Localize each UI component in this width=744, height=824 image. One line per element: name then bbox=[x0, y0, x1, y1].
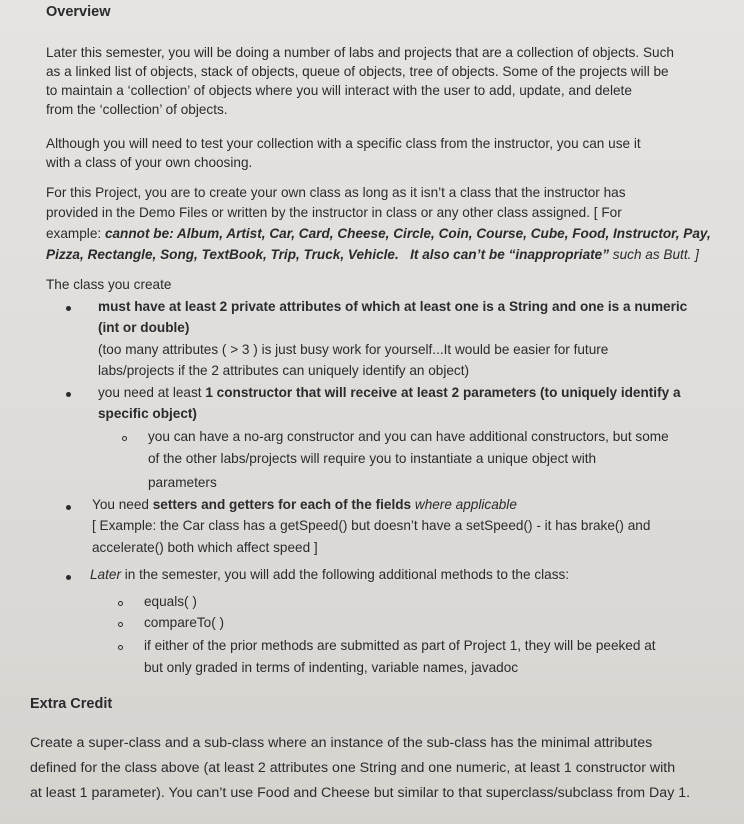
bullet1-line-1: must have at least 2 private attributes of which at least one is a String and one is a numeric bbox=[98, 299, 688, 314]
sub-bullet-circle bbox=[118, 601, 123, 606]
extra-line-1: Create a super-class and a sub-class where an instance of the sub-class has the minimal attributes bbox=[30, 735, 653, 751]
p1-line-3: to maintain a ‘collection’ of objects where you will interact with the user to add, update, and delete bbox=[46, 83, 632, 98]
bullet4-sub-2: compareTo( ) bbox=[144, 615, 225, 630]
bullet4-rest: in the semester, you will add the following additional methods to the class: bbox=[120, 567, 570, 582]
bullet-dot bbox=[66, 505, 71, 510]
bullet1-line-4: labs/projects if the 2 attributes can uniquely identify an object) bbox=[98, 363, 470, 378]
p1-line-4: from the ‘collection’ of objects. bbox=[46, 102, 228, 117]
class-intro: The class you create bbox=[46, 277, 172, 292]
p3-forbidden-classes: cannot be: Album, Artist, Car, Card, Cheese, Circle, Coin, Course, Cube, Food, Instructor, Pay, bbox=[104, 226, 711, 241]
bullet2-line-1 bbox=[98, 384, 681, 402]
overview-heading: Overview bbox=[46, 4, 111, 20]
p3-line-3-prefix: example: bbox=[46, 226, 105, 241]
sub-bullet-circle bbox=[122, 436, 127, 441]
bullet3-line-3: accelerate() both which affect speed ] bbox=[92, 540, 318, 555]
p1-line-1: Later this semester, you will be doing a number of labs and projects that are a collection of objects. Such bbox=[46, 45, 674, 60]
bullet4-sub-3: if either of the prior methods are submitted as part of Project 1, they will be peeked at bbox=[144, 638, 656, 653]
bullet2-sub-line-3: parameters bbox=[148, 475, 217, 490]
bullet3-italic: where applicable bbox=[411, 497, 517, 512]
p3-line-4 bbox=[46, 246, 699, 264]
p3-line-3 bbox=[46, 225, 711, 243]
sub-bullet-circle bbox=[118, 645, 123, 650]
bullet-dot bbox=[66, 306, 71, 311]
bullet4-sub-1: equals( ) bbox=[144, 594, 197, 609]
bullet3-line-1 bbox=[92, 496, 517, 514]
bullet2-sub-line-1: you can have a no-arg constructor and you can have additional constructors, but some bbox=[148, 429, 669, 444]
p2-line-2: with a class of your own choosing. bbox=[46, 155, 253, 170]
bullet-dot bbox=[66, 392, 71, 397]
p3-example: such as Butt. ] bbox=[609, 247, 699, 262]
bullet2-line-2: specific object) bbox=[98, 406, 197, 421]
p3-line-2: provided in the Demo Files or written by the instructor in class or any other class assigned. [ For bbox=[46, 205, 622, 220]
bullet4-sub-3-cont: but only graded in terms of indenting, variable names, javadoc bbox=[144, 660, 519, 675]
bullet4-italic: Later bbox=[90, 567, 121, 582]
p3-inappropriate: It also can’t be “inappropriate” bbox=[410, 247, 610, 262]
bullet2-bold: 1 constructor that will receive at least 2 parameters (to uniquely identify a bbox=[205, 385, 681, 400]
p1-line-2: as a linked list of objects, stack of objects, queue of objects, tree of objects. Some of the projects will be bbox=[46, 64, 669, 79]
bullet4-line-1 bbox=[90, 566, 569, 584]
bullet1-line-3: (too many attributes ( > 3 ) is just busy work for yourself...It would be easier for future bbox=[98, 342, 609, 357]
sub-bullet-circle bbox=[118, 622, 123, 627]
p3-forbidden-classes-cont: Pizza, Rectangle, Song, TextBook, Trip, Truck, Vehicle. bbox=[46, 247, 399, 262]
bullet-dot bbox=[66, 575, 71, 580]
extra-line-3: at least 1 parameter). You can’t use Food and Cheese but similar to that superclass/subclass from Day 1. bbox=[30, 785, 691, 801]
bullet3-bold: setters and getters for each of the fields bbox=[152, 497, 412, 512]
p2-line-1: Although you will need to test your collection with a specific class from the instructor, you can use it bbox=[46, 136, 641, 151]
extra-credit-heading: Extra Credit bbox=[30, 696, 113, 712]
bullet3-line-2: [ Example: the Car class has a getSpeed() but doesn’t have a setSpeed() - it has brake() and bbox=[92, 518, 651, 533]
bullet1-line-2: (int or double) bbox=[98, 320, 190, 335]
bullet3-prefix: You need bbox=[92, 497, 153, 512]
p3-line-1: For this Project, you are to create your own class as long as it isn’t a class that the instructor has bbox=[46, 185, 626, 200]
extra-line-2: defined for the class above (at least 2 attributes one String and one numeric, at least 1 constructor with bbox=[30, 760, 676, 776]
bullet2-sub-line-2: of the other labs/projects will require you to instantiate a unique object with bbox=[148, 451, 597, 466]
bullet2-prefix: you need at least bbox=[98, 385, 206, 400]
